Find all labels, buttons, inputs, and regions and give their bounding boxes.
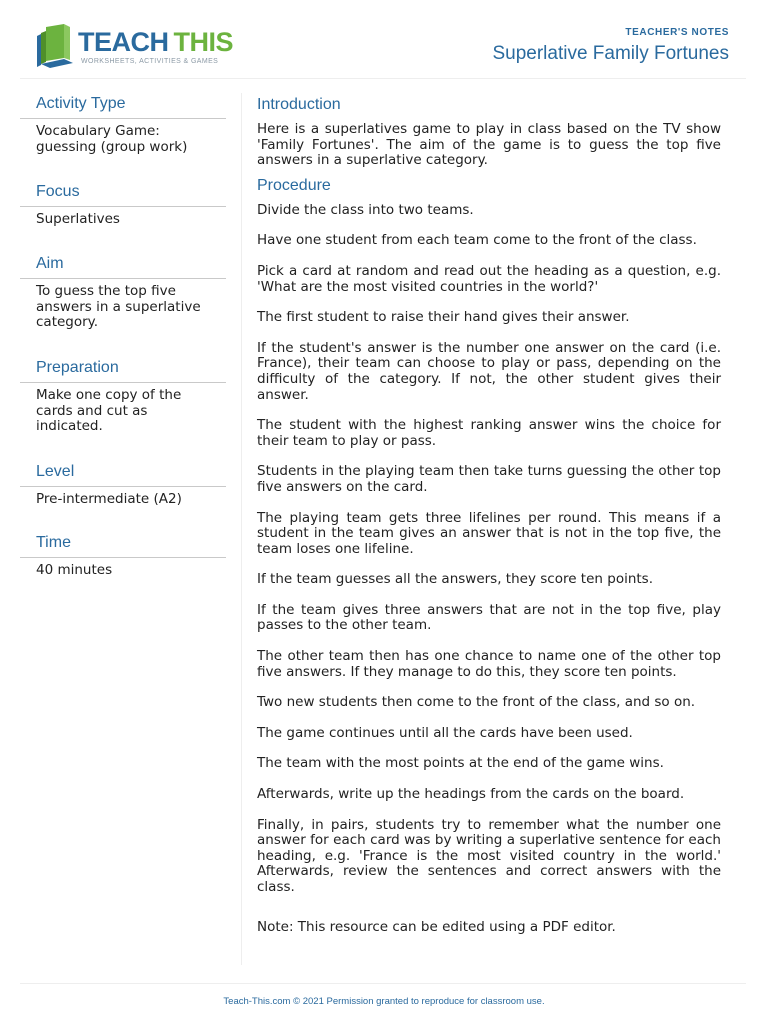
editor-note: Note: This resource can be edited using a PDF editor. bbox=[257, 918, 616, 935]
sidebar-heading: Time bbox=[20, 532, 226, 558]
column-divider bbox=[241, 93, 242, 965]
logo-tagline: WORKSHEETS, ACTIVITIES & GAMES bbox=[81, 58, 219, 65]
introduction-heading: Introduction bbox=[257, 96, 341, 113]
introduction-text: Here is a superlatives game to play in class based on the TV show 'Family Fortunes'. The aim of the game is to guess the top five answers in a superlative category. bbox=[257, 121, 721, 169]
book-icon bbox=[36, 24, 76, 68]
sidebar-section-aim bbox=[20, 253, 226, 331]
sidebar-body: Superlatives bbox=[36, 211, 120, 227]
procedure-step: Have one student from each team come to the front of the class. bbox=[257, 232, 697, 249]
procedure-step: If the team guesses all the answers, they score ten points. bbox=[257, 571, 654, 588]
procedure-step: The other team then has one chance to name one of the other top five answers. If they manage to do this, they score ten points. bbox=[257, 648, 721, 680]
procedure-step: Finally, in pairs, students try to remember what the number one answer for each card was by writing a superlative sentence for each heading, e.g. 'France is the most visited country in the world.' Afterwards, review the sentences and correct answers with the class. bbox=[257, 816, 721, 895]
sidebar-section-level bbox=[20, 461, 226, 508]
procedure-step: Divide the class into two teams. bbox=[257, 201, 474, 218]
page-header bbox=[0, 0, 768, 78]
logo-wordmark bbox=[78, 26, 233, 58]
procedure-step: Afterwards, write up the headings from the cards on the board. bbox=[257, 786, 685, 803]
logo-word-teach: TEACH bbox=[78, 27, 169, 57]
sidebar-body: 40 minutes bbox=[36, 562, 113, 578]
procedure-step: The playing team gets three lifelines per round. This means if a student in the team gives an answer that is not in the top five, the team loses one lifeline. bbox=[257, 509, 721, 557]
sidebar-body: Pre-intermediate (A2) bbox=[36, 491, 182, 507]
procedure-step: The team with the most points at the end of the game wins. bbox=[257, 755, 664, 772]
sidebar-heading: Activity Type bbox=[20, 93, 226, 119]
sidebar-section-focus bbox=[20, 181, 226, 228]
procedure-step: Pick a card at random and read out the heading as a question, e.g. 'What are the most visited countries in the world?' bbox=[257, 262, 721, 295]
document-kicker: TEACHER'S NOTES bbox=[625, 27, 729, 38]
sidebar-heading: Level bbox=[20, 461, 226, 487]
sidebar-section-preparation bbox=[20, 357, 226, 435]
procedure-step: Two new students then come to the front of the class, and so on. bbox=[257, 694, 696, 711]
teach-this-logo[interactable] bbox=[36, 24, 236, 70]
sidebar-heading: Aim bbox=[20, 253, 226, 279]
procedure-step: The first student to raise their hand gives their answer. bbox=[257, 309, 630, 326]
main-content bbox=[257, 93, 721, 950]
header-divider bbox=[20, 78, 746, 79]
procedure-step: The game continues until all the cards have been used. bbox=[257, 724, 633, 741]
sidebar-body: To guess the top five answers in a superlative category. bbox=[36, 283, 201, 331]
procedure-heading: Procedure bbox=[257, 176, 331, 194]
procedure-step: The student with the highest ranking answer wins the choice for their team to play or pass. bbox=[257, 417, 721, 449]
sidebar-body: Vocabulary Game: guessing (group work) bbox=[36, 123, 188, 155]
footer-divider bbox=[20, 983, 746, 984]
procedure-step: If the student's answer is the number one answer on the card (i.e. France), their team can choose to play or pass, depending on the difficulty of the category. If not, the other student gives their answer. bbox=[257, 339, 721, 403]
sidebar-section-activity-type bbox=[20, 93, 226, 155]
sidebar-section-time bbox=[20, 532, 226, 579]
document-title: Superlative Family Fortunes bbox=[492, 43, 729, 64]
logo-word-this: THIS bbox=[173, 27, 234, 57]
procedure-step: Students in the playing team then take turns guessing the other top five answers on the card. bbox=[257, 463, 721, 495]
sidebar-heading: Focus bbox=[20, 181, 226, 207]
sidebar-heading: Preparation bbox=[20, 357, 226, 383]
procedure-step: If the team gives three answers that are not in the top five, play passes to the other team. bbox=[257, 601, 721, 634]
copyright-footer[interactable]: Teach-This.com © 2021 Permission granted to reproduce for classroom use. bbox=[223, 996, 545, 1007]
sidebar-body: Make one copy of the cards and cut as indicated. bbox=[36, 387, 182, 435]
